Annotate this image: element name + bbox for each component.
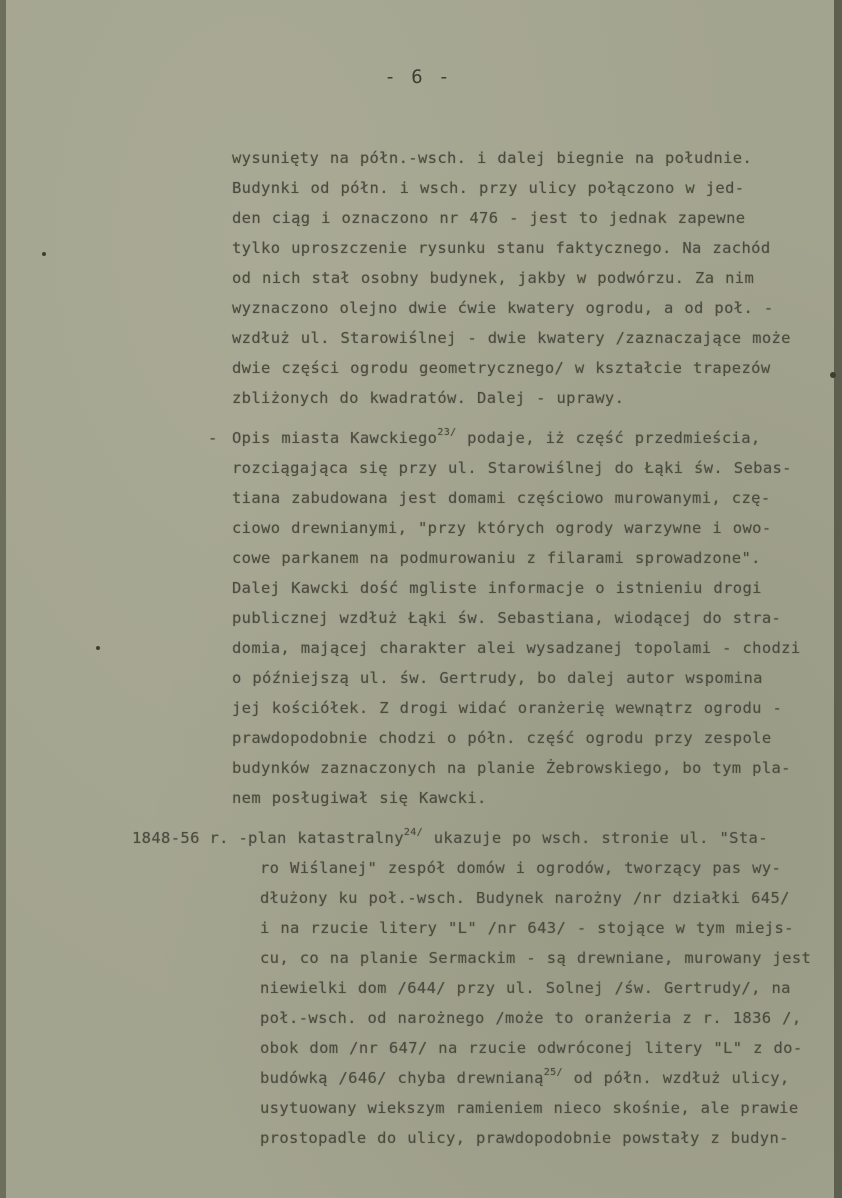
page-number: - 6 -	[384, 66, 452, 88]
text-line: tiana zabudowana jest domami częściowo murowanymi, czę-	[232, 489, 771, 507]
text-line: rozciągająca się przy ul. Starowiślnej do Łąki św. Sebas-	[232, 459, 792, 477]
text-line: cu, co na planie Sermackim - są drewniane, murowany jest	[260, 949, 812, 967]
text-line: wysunięty na półn.-wsch. i dalej biegnie na południe.	[232, 149, 753, 167]
date-label: 1848-56 r. -	[132, 829, 249, 847]
text-line	[260, 1069, 790, 1087]
footnote-ref: 23/	[437, 427, 457, 438]
text-line: usytuowany wiekszym ramieniem nieco skośnie, ale prawie	[260, 1099, 799, 1117]
footnote-ref: 24/	[403, 827, 424, 838]
text-line: nem posługiwał się Kawcki.	[232, 789, 487, 807]
text-line: zbliżonych do kwadratów. Dalej - uprawy.	[232, 389, 625, 407]
text-line: wyznaczono olejno dwie ćwie kwatery ogrodu, a od poł. -	[232, 299, 774, 317]
paper-speck	[830, 372, 836, 378]
text-line: tylko uproszczenie rysunku stanu faktycznego. Na zachód	[232, 239, 771, 257]
text-line: ro Wiślanej" zespół domów i ogrodów, tworzący pas wy-	[260, 859, 782, 877]
text-line: od nich stał osobny budynek, jakby w podwórzu. Za nim	[232, 269, 755, 287]
text-line: obok dom /nr 647/ na rzucie odwróconej litery "L" z do-	[260, 1039, 803, 1057]
text-line: Budynki od półn. i wsch. przy ulicy połączono w jed-	[232, 179, 745, 197]
text-line: wzdłuż ul. Starowiślnej - dwie kwatery /zaznaczające może	[232, 329, 791, 347]
page-left-edge	[0, 0, 6, 1198]
text-line: poł.-wsch. od narożnego /może to oranżeria z r. 1836 /,	[260, 1009, 802, 1027]
text-line: o późniejszą ul. św. Gertrudy, bo dalej autor wspomina	[232, 669, 763, 687]
text-span: ukazuje po wsch. stronie ul. "Sta-	[423, 829, 768, 847]
text-span: od półn. wzdłuż ulicy,	[562, 1069, 790, 1087]
paper-speck	[42, 252, 46, 256]
list-dash: -	[208, 429, 218, 447]
text-line: i na rzucie litery "L" /nr 643/ - stojące w tym miejs-	[260, 919, 794, 937]
text-line: prawdopodobnie chodzi o półn. część ogrodu przy zespole	[232, 729, 772, 747]
text-span: plan katastralny	[248, 829, 404, 847]
text-span: podaje, iż część przedmieścia,	[456, 429, 761, 447]
text-line: dwie części ogrodu geometrycznego/ w kształcie trapezów	[232, 359, 771, 377]
text-line: dłużony ku poł.-wsch. Budynek narożny /nr działki 645/	[260, 889, 790, 907]
text-span: Opis miasta Kawckiego	[232, 429, 438, 447]
text-line: cowe parkanem na podmurowaniu z filarami sprowadzone".	[232, 549, 761, 567]
text-span: budówką /646/ chyba drewnianą	[260, 1069, 544, 1087]
text-line: prostopadle do ulicy, prawdopodobnie powstały z budyn-	[260, 1129, 789, 1147]
text-line: jej kościółek. Z drogi widać oranżerię wewnątrz ogrodu -	[232, 699, 783, 717]
text-line: niewielki dom /644/ przy ul. Solnej /św. Gertrudy/, na	[260, 979, 791, 997]
text-line: ciowo drewnianymi, "przy których ogrody warzywne i owo-	[232, 519, 772, 537]
text-line	[248, 829, 768, 847]
paper-speck	[96, 646, 100, 650]
page-right-edge	[834, 0, 842, 1198]
footnote-ref: 25/	[543, 1067, 563, 1078]
text-line: den ciąg i oznaczono nr 476 - jest to jednak zapewne	[232, 209, 746, 227]
text-line: Dalej Kawcki dość mgliste informacje o istnieniu drogi	[232, 579, 762, 597]
text-line: domia, mającej charakter alei wysadzanej topolami - chodzi	[232, 639, 801, 657]
text-line: budynków zaznaczonych na planie Żebrowskiego, bo tym pla-	[232, 759, 791, 777]
text-line	[232, 429, 761, 447]
text-line: publicznej wzdłuż Łąki św. Sebastiana, wiodącej do stra-	[232, 609, 782, 627]
